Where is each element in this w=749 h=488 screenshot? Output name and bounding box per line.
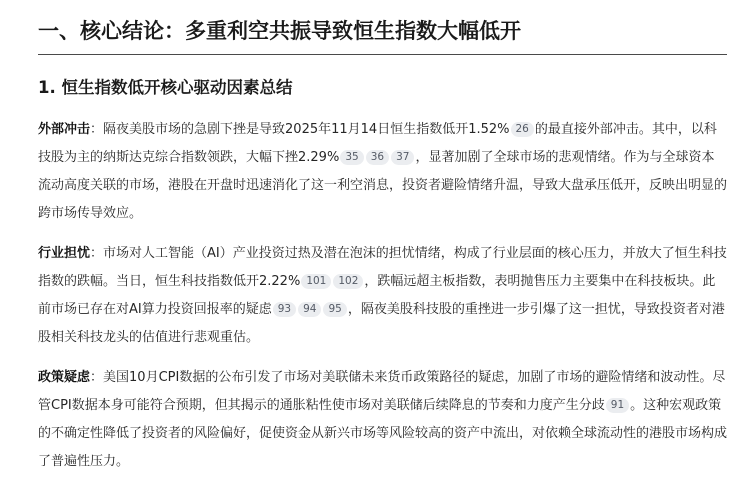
body-text: 隔夜美股市场的急剧下挫是导致2025年11月14日恒生指数低开1.52% [103,122,510,137]
paragraph-body [38,122,727,221]
citation-badge[interactable]: 26 [511,122,534,137]
body-text: 美国10月CPI数据的公布引发了市场对美联储未来货币政策路径的疑虑，加剧了市场的避险情绪和波动性。尽管CPI数据本身可能符合预期，但其揭示的通胀粘性使市场对美联储后续降息的节奏和力度产生分歧 [38,370,726,413]
citation-badge[interactable]: 37 [391,150,414,165]
term-colon: ： [90,122,104,137]
paragraph-external-shock [38,116,727,228]
citation-badge[interactable]: 93 [273,302,296,317]
section-heading: 一、核心结论：多重利空共振导致恒生指数大幅低开 [38,0,727,55]
body-text: 市场对人工智能（AI）产业投资过热及潜在泡沫的担忧情绪，构成了行业层面的核心压力，并放大了恒生科技指数的跌幅。当日，恒生科技指数低开2.22% [38,246,727,289]
paragraph-body [38,370,727,469]
body-text: ，显著加剧了全球市场的悲观情绪。作为与全球资本流动高度关联的市场，港股在开盘时迅速消化了这一利空消息，投资者避险情绪升温，导致大盘承压低开，反映出明显的跨市场传导效应。 [38,150,728,221]
term-label: 政策疑虑 [38,370,91,385]
citation-badge[interactable]: 94 [298,302,321,317]
body-text: 的最直接外部冲击。其中，以科技股为主的纳斯达克综合指数领跌，大幅下挫2.29% [38,122,717,165]
term-colon: ： [90,246,104,261]
body-text: ，跌幅远超主板指数，表明抛售压力主要集中在科技板块。此前市场已存在对AI算力投资回报率的疑虑 [38,274,716,317]
term-label: 外部冲击 [38,122,91,137]
term-colon: ： [90,370,104,385]
paragraph-body [38,246,727,345]
paragraph-industry-concern [38,240,727,352]
citation-badge[interactable]: 95 [323,302,346,317]
paragraph-policy-doubt [38,364,727,476]
citation-badge[interactable]: 101 [301,274,331,289]
citation-badge[interactable]: 91 [606,398,629,413]
body-text: 。这种宏观政策的不确定性降低了投资者的风险偏好，促使资金从新兴市场等风险较高的资产中流出，对依赖全球流动性的港股市场构成了普遍性压力。 [38,398,728,469]
citation-badge[interactable]: 102 [333,274,363,289]
body-text: ，隔夜美股科技股的重挫进一步引爆了这一担忧，导致投资者对港股相关科技龙头的估值进行悲观重估。 [38,302,725,345]
term-label: 行业担忧 [38,246,91,261]
subsection-heading: 1. 恒生指数低开核心驱动因素总结 [38,78,293,97]
citation-badge[interactable]: 36 [366,150,389,165]
citation-badge[interactable]: 35 [340,150,363,165]
